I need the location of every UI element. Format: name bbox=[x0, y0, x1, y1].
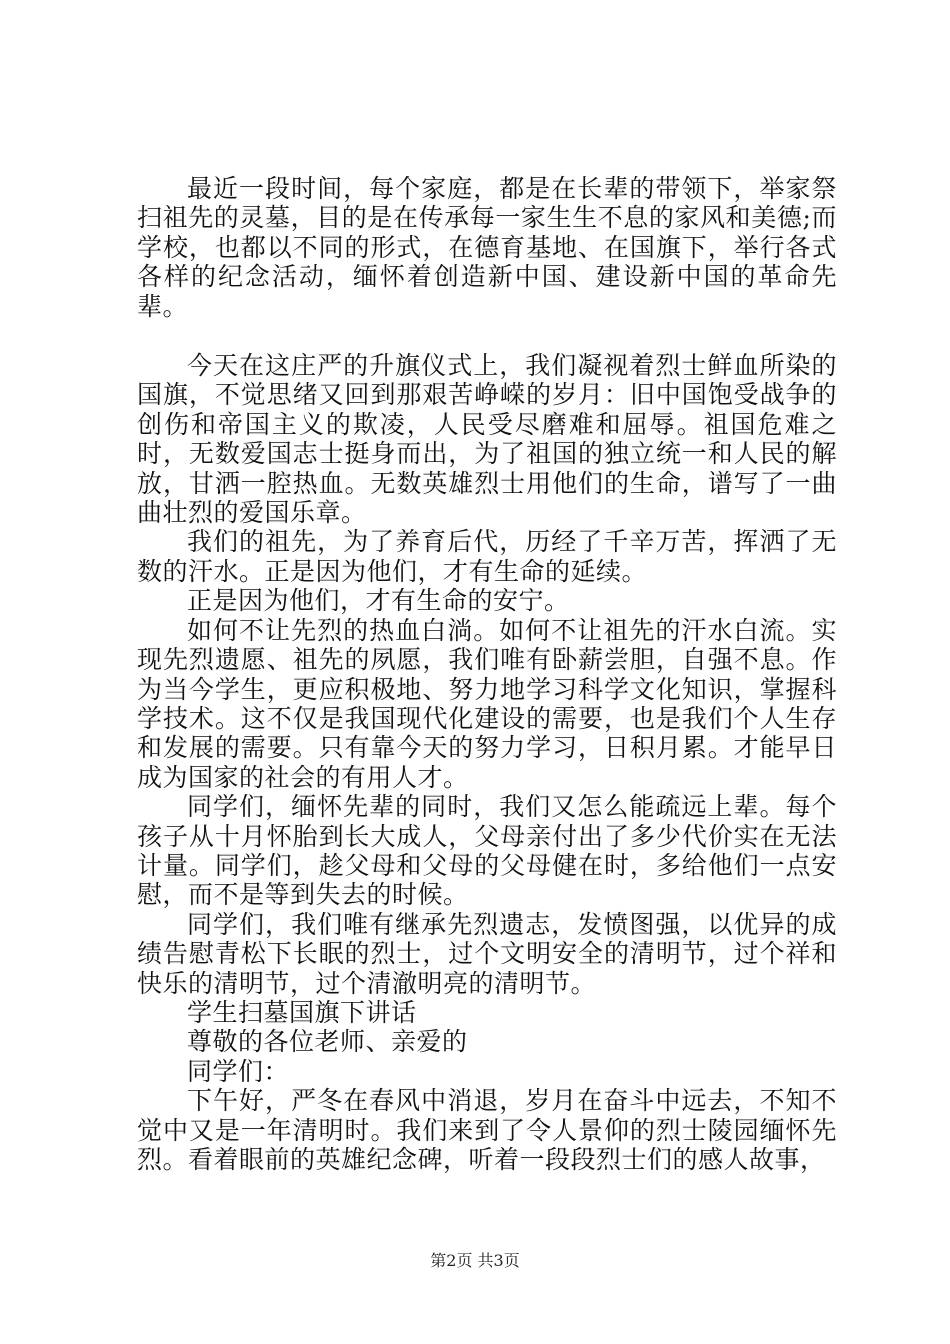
paragraph-good-afternoon: 下午好，严冬在春风中消退，岁月在奋斗中远去，不知不觉中又是一年清明时。我们来到了令人景仰的烈士陵园缅怀先烈。看着眼前的英雄纪念碑，听着一段段烈士们的感人故事， bbox=[137, 1086, 837, 1174]
paragraph-family-tomb-sweeping: 最近一段时间，每个家庭，都是在长辈的带领下，举家祭扫祖先的灵墓，目的是在传承每一家生生不息的家风和美德;而学校，也都以不同的形式，在德育基地、在国旗下，举行各式各样的纪念活动，缅怀着创造新中国、建设新中国的革命先辈。 bbox=[137, 174, 837, 321]
paragraph-study-hard: 如何不让先烈的热血白淌。如何不让祖先的汗水白流。实现先烈遗愿、祖先的夙愿，我们唯有卧薪尝胆，自强不息。作为当今学生，更应积极地、努力地学习科学文化知识，掌握科学技术。这不仅是我国现代化建设的需要，也是我们个人生存和发展的需要。只有靠今天的努力学习，日积月累。才能早日成为国家的社会的有用人才。 bbox=[137, 615, 837, 792]
paragraph-qingming: 同学们，我们唯有继承先烈遗志，发愤图强，以优异的成绩告慰青松下长眠的烈士，过个文明安全的清明节，过个祥和快乐的清明节，过个清澈明亮的清明节。 bbox=[137, 909, 837, 998]
speech-title: 学生扫墓国旗下讲话 bbox=[187, 997, 417, 1027]
paragraph-flag-ceremony: 今天在这庄严的升旗仪式上，我们凝视着烈士鲜血所染的国旗，不觉思绪又回到那艰苦峥嵘的岁月：旧中国饱受战争的创伤和帝国主义的欺凌，人民受尽磨难和屈辱。祖国危难之时，无数爱国志士挺身而出，为了祖国的独立统一和人民的解放，甘洒一腔热血。无数英雄烈士用他们的生命，谱写了一曲曲壮烈的爱国乐章。 bbox=[137, 351, 837, 528]
paragraph-peace: 正是因为他们，才有生命的安宁。 bbox=[187, 586, 570, 616]
document-body bbox=[137, 174, 837, 1174]
paragraph-spacer bbox=[137, 321, 837, 351]
page-footer: 第2页 共3页 bbox=[430, 1251, 520, 1270]
salutation-students: 同学们： bbox=[187, 1056, 290, 1086]
paragraph-parents: 同学们，缅怀先辈的同时，我们又怎么能疏远上辈。每个孩子从十月怀胎到长大成人，父母亲付出了多少代价实在无法计量。同学们，趁父母和父母的父母健在时，多给他们一点安慰，而不是等到失去的时候。 bbox=[137, 792, 837, 910]
paragraph-ancestors: 我们的祖先，为了养育后代，历经了千辛万苦，挥洒了无数的汗水。正是因为他们，才有生命的延续。 bbox=[137, 527, 837, 586]
salutation-teachers: 尊敬的各位老师、亲爱的 bbox=[187, 1027, 468, 1057]
